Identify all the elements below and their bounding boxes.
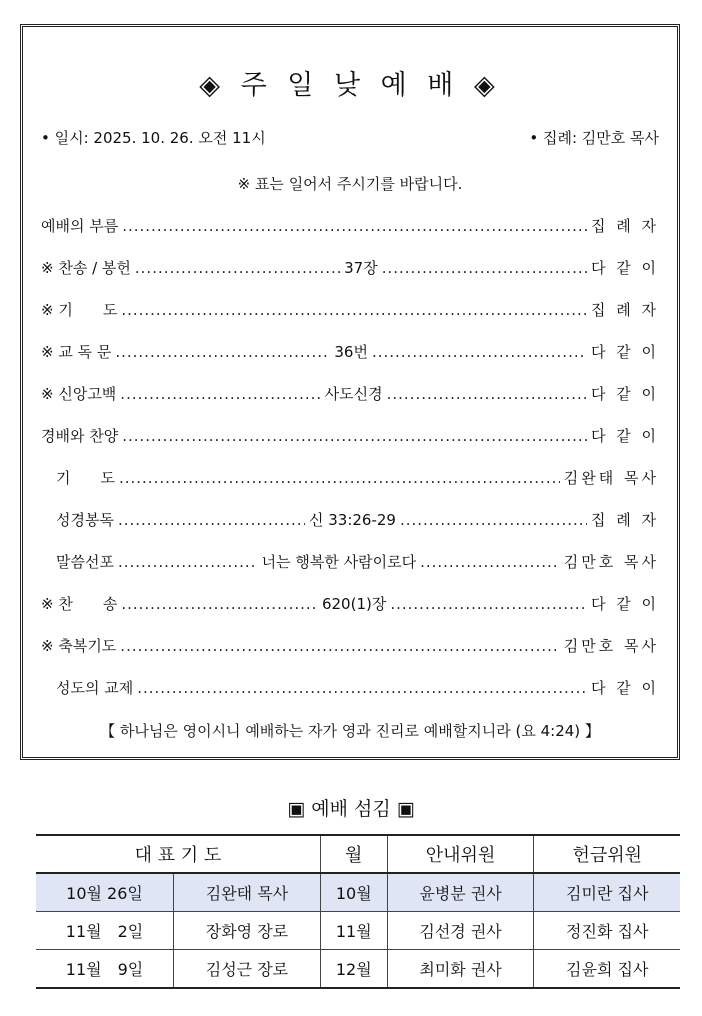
order-item-label: ※ 신앙고백 — [41, 385, 117, 403]
table-row — [36, 873, 680, 912]
header-usher: 안내위원 — [387, 835, 534, 873]
order-item-leader: 김완태 목사 — [563, 469, 659, 487]
order-item — [41, 425, 659, 446]
service-info — [41, 127, 659, 148]
leader-dots — [115, 343, 330, 361]
order-item-label: 기 도 — [41, 469, 115, 487]
service-leader: • 집례: 김만호 목사 — [529, 129, 659, 147]
order-item — [41, 257, 659, 278]
offering: 김윤희 집사 — [534, 950, 680, 989]
leader-dots — [120, 637, 559, 655]
prayer-date: 10월 26일 — [36, 873, 174, 912]
order-item-label: 경배와 찬양 — [41, 427, 119, 445]
order-item-leader: 다 같 이 — [590, 343, 659, 361]
prayer-person: 장화영 장로 — [174, 912, 321, 950]
order-item-label: ※ 찬 송 — [41, 595, 118, 613]
usher: 김선경 권사 — [387, 912, 534, 950]
table-header-row — [36, 835, 680, 873]
order-item-detail: 신 33:26-29 — [308, 511, 396, 529]
order-item-label: ※ 축복기도 — [41, 637, 117, 655]
leader-dots — [387, 385, 587, 403]
leader-dots — [121, 595, 318, 613]
order-item-label: 말씀선포 — [41, 553, 114, 571]
order-item-label: 성경봉독 — [41, 511, 114, 529]
offering: 김미란 집사 — [534, 873, 680, 912]
order-item-leader: 다 같 이 — [590, 427, 659, 445]
order-item — [41, 341, 659, 362]
offering: 정진화 집사 — [534, 912, 680, 950]
order-item — [41, 383, 659, 404]
order-item-label: ※ 교 독 문 — [41, 343, 112, 361]
order-item — [41, 635, 659, 656]
leader-dots — [119, 469, 560, 487]
leader-dots — [120, 385, 320, 403]
order-item-leader: 다 같 이 — [590, 595, 659, 613]
order-item-label: 성도의 교제 — [41, 679, 134, 697]
order-item-leader: 김만호 목사 — [563, 553, 659, 571]
table-row — [36, 950, 680, 989]
leader-dots — [118, 511, 305, 529]
order-item-detail: 37장 — [344, 259, 378, 277]
order-item-leader: 김만호 목사 — [563, 637, 659, 655]
month: 12월 — [320, 950, 387, 989]
leader-dots — [122, 427, 587, 445]
order-item-detail: 너는 행복한 사람이로다 — [261, 553, 417, 571]
table-row — [36, 912, 680, 950]
order-item — [41, 551, 659, 572]
leader-dots — [420, 553, 560, 571]
header-offering: 헌금위원 — [534, 835, 680, 873]
bulletin-title: ◈ 주 일 낮 예 배 ◈ — [199, 70, 501, 101]
order-item — [41, 509, 659, 530]
leader-dots — [372, 343, 587, 361]
order-item-leader: 다 같 이 — [590, 385, 659, 403]
standing-note: ※ 표는 일어서 주시기를 바랍니다. — [237, 175, 463, 193]
order-item-label: ※ 찬송 / 봉헌 — [41, 259, 131, 277]
order-item-leader: 집 례 자 — [590, 511, 659, 529]
service-datetime: • 일시: 2025. 10. 26. 오전 11시 — [41, 129, 266, 147]
prayer-person: 김성근 장로 — [174, 950, 321, 989]
leader-dots — [400, 511, 587, 529]
month: 10월 — [320, 873, 387, 912]
scripture-verse: 【 하나님은 영이시니 예배하는 자가 영과 진리로 예배할지니라 (요 4:24) 】 — [100, 722, 600, 740]
leader-dots — [122, 217, 587, 235]
order-item — [41, 299, 659, 320]
leader-dots — [118, 553, 258, 571]
service-roster-title: ▣ 예배 섬김 ▣ — [287, 798, 415, 820]
usher: 최미화 권사 — [387, 950, 534, 989]
leader-dots — [135, 259, 340, 277]
header-month: 월 — [320, 835, 387, 873]
order-item-leader: 집 례 자 — [590, 301, 659, 319]
prayer-date: 11월 9일 — [36, 950, 174, 989]
month: 11월 — [320, 912, 387, 950]
order-item — [41, 593, 659, 614]
order-item — [41, 467, 659, 488]
order-item-label: 예배의 부름 — [41, 217, 119, 235]
order-item-detail: 620(1)장 — [321, 595, 387, 613]
prayer-person: 김완태 목사 — [174, 873, 321, 912]
order-item-leader: 집 례 자 — [590, 217, 659, 235]
order-item-leader: 다 같 이 — [590, 259, 659, 277]
order-item-detail: 36번 — [334, 343, 368, 361]
header-prayer: 대 표 기 도 — [36, 835, 320, 873]
service-roster-table — [36, 834, 680, 989]
order-item — [41, 677, 659, 698]
order-item — [41, 215, 659, 236]
worship-bulletin-frame — [20, 24, 680, 760]
order-item-leader: 다 같 이 — [590, 679, 659, 697]
leader-dots — [390, 595, 587, 613]
usher: 윤병분 권사 — [387, 873, 534, 912]
order-item-detail: 사도신경 — [324, 385, 383, 403]
leader-dots — [137, 679, 587, 697]
leader-dots — [382, 259, 587, 277]
prayer-date: 11월 2일 — [36, 912, 174, 950]
leader-dots — [121, 301, 587, 319]
order-item-label: ※ 기 도 — [41, 301, 118, 319]
